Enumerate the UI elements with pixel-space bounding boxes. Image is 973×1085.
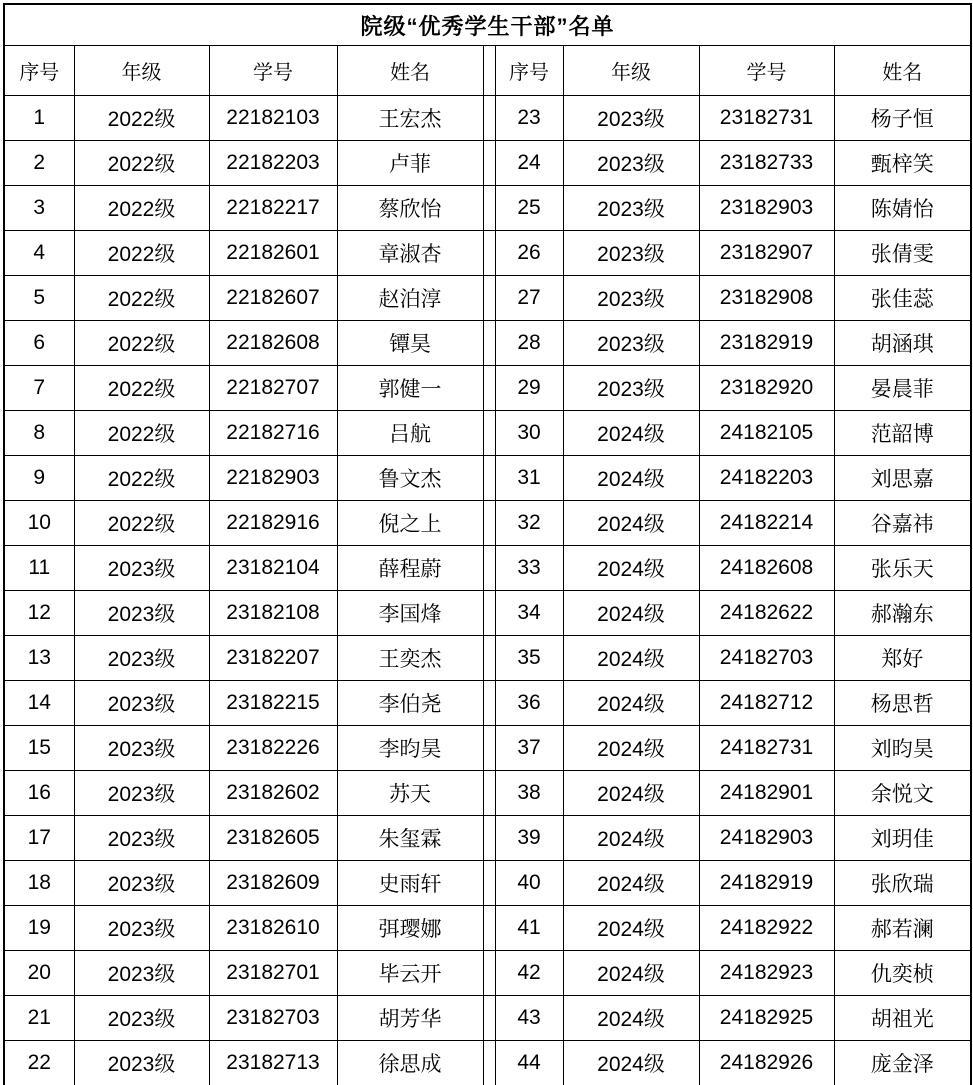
cell-no: 8 — [4, 411, 74, 456]
divider-column — [483, 681, 495, 726]
cell-name: 刘思嘉 — [834, 456, 971, 501]
table-row — [4, 591, 971, 636]
cell-grade: 2023级 — [74, 591, 209, 636]
cell-grade: 2024级 — [563, 996, 699, 1041]
cell-name: 王奕杰 — [337, 636, 483, 681]
cell-grade: 2023级 — [563, 366, 699, 411]
cell-no: 22 — [4, 1041, 74, 1085]
cell-grade: 2023级 — [563, 186, 699, 231]
cell-no: 11 — [4, 546, 74, 591]
cell-student-id: 23182207 — [209, 636, 337, 681]
table-row — [4, 96, 971, 141]
cell-no: 24 — [495, 141, 563, 186]
cell-grade: 2023级 — [74, 906, 209, 951]
cell-no: 21 — [4, 996, 74, 1041]
student-roster-table — [3, 3, 972, 1085]
cell-name: 杨子恒 — [834, 96, 971, 141]
cell-student-id: 23182713 — [209, 1041, 337, 1085]
column-header-grade: 年级 — [74, 46, 209, 96]
cell-no: 6 — [4, 321, 74, 366]
divider-column — [483, 996, 495, 1041]
table-row — [4, 141, 971, 186]
cell-student-id: 24182703 — [699, 636, 834, 681]
cell-no: 17 — [4, 816, 74, 861]
divider-column — [483, 276, 495, 321]
cell-grade: 2024级 — [563, 726, 699, 771]
cell-grade: 2024级 — [563, 591, 699, 636]
table-row — [4, 501, 971, 546]
cell-student-id: 22182916 — [209, 501, 337, 546]
cell-name: 王宏杰 — [337, 96, 483, 141]
divider-column — [483, 141, 495, 186]
cell-no: 36 — [495, 681, 563, 726]
cell-grade: 2022级 — [74, 501, 209, 546]
cell-name: 郝瀚东 — [834, 591, 971, 636]
cell-no: 23 — [495, 96, 563, 141]
cell-student-id: 23182226 — [209, 726, 337, 771]
cell-name: 赵泊淳 — [337, 276, 483, 321]
cell-student-id: 23182920 — [699, 366, 834, 411]
cell-grade: 2022级 — [74, 231, 209, 276]
cell-student-id: 22182217 — [209, 186, 337, 231]
cell-student-id: 22182608 — [209, 321, 337, 366]
cell-name: 庞金泽 — [834, 1041, 971, 1085]
column-header-student-id: 学号 — [699, 46, 834, 96]
cell-name: 章淑杏 — [337, 231, 483, 276]
cell-name: 谷嘉祎 — [834, 501, 971, 546]
table-row — [4, 771, 971, 816]
cell-student-id: 23182908 — [699, 276, 834, 321]
divider-column — [483, 321, 495, 366]
column-header-name: 姓名 — [834, 46, 971, 96]
divider-column — [483, 861, 495, 906]
divider-column — [483, 951, 495, 996]
divider-column — [483, 456, 495, 501]
cell-student-id: 23182108 — [209, 591, 337, 636]
cell-student-id: 22182103 — [209, 96, 337, 141]
divider-column — [483, 46, 495, 96]
column-header-student-id: 学号 — [209, 46, 337, 96]
cell-student-id: 24182926 — [699, 1041, 834, 1085]
cell-grade: 2023级 — [74, 951, 209, 996]
divider-column — [483, 726, 495, 771]
cell-student-id: 23182602 — [209, 771, 337, 816]
cell-no: 27 — [495, 276, 563, 321]
cell-no: 18 — [4, 861, 74, 906]
cell-name: 甄梓笑 — [834, 141, 971, 186]
cell-no: 12 — [4, 591, 74, 636]
cell-grade: 2024级 — [563, 771, 699, 816]
cell-name: 史雨轩 — [337, 861, 483, 906]
cell-name: 毕云开 — [337, 951, 483, 996]
cell-no: 2 — [4, 141, 74, 186]
divider-column — [483, 1041, 495, 1085]
cell-student-id: 22182716 — [209, 411, 337, 456]
cell-grade: 2024级 — [563, 411, 699, 456]
cell-no: 25 — [495, 186, 563, 231]
cell-name: 薛程蔚 — [337, 546, 483, 591]
cell-name: 胡涵琪 — [834, 321, 971, 366]
cell-name: 蔡欣怡 — [337, 186, 483, 231]
cell-name: 胡祖光 — [834, 996, 971, 1041]
cell-no: 5 — [4, 276, 74, 321]
cell-student-id: 24182901 — [699, 771, 834, 816]
cell-no: 34 — [495, 591, 563, 636]
cell-no: 1 — [4, 96, 74, 141]
table-row — [4, 681, 971, 726]
cell-grade: 2024级 — [563, 501, 699, 546]
cell-name: 仇奕桢 — [834, 951, 971, 996]
cell-name: 余悦文 — [834, 771, 971, 816]
column-header-no: 序号 — [4, 46, 74, 96]
cell-name: 倪之上 — [337, 501, 483, 546]
cell-grade: 2024级 — [563, 456, 699, 501]
cell-grade: 2023级 — [74, 816, 209, 861]
cell-grade: 2023级 — [563, 141, 699, 186]
table-row — [4, 906, 971, 951]
cell-grade: 2022级 — [74, 96, 209, 141]
cell-name: 弭璎娜 — [337, 906, 483, 951]
cell-no: 39 — [495, 816, 563, 861]
table-row — [4, 411, 971, 456]
cell-name: 吕航 — [337, 411, 483, 456]
cell-no: 41 — [495, 906, 563, 951]
divider-column — [483, 186, 495, 231]
cell-grade: 2024级 — [563, 1041, 699, 1085]
cell-grade: 2022级 — [74, 411, 209, 456]
cell-student-id: 23182610 — [209, 906, 337, 951]
cell-name: 鲁文杰 — [337, 456, 483, 501]
cell-grade: 2023级 — [74, 996, 209, 1041]
cell-student-id: 23182907 — [699, 231, 834, 276]
cell-grade: 2023级 — [74, 1041, 209, 1085]
divider-column — [483, 636, 495, 681]
divider-column — [483, 906, 495, 951]
cell-name: 李国烽 — [337, 591, 483, 636]
cell-student-id: 24182919 — [699, 861, 834, 906]
cell-student-id: 22182601 — [209, 231, 337, 276]
column-header-grade: 年级 — [563, 46, 699, 96]
cell-no: 30 — [495, 411, 563, 456]
cell-student-id: 23182703 — [209, 996, 337, 1041]
cell-no: 37 — [495, 726, 563, 771]
cell-name: 陈婧怡 — [834, 186, 971, 231]
cell-grade: 2023级 — [74, 861, 209, 906]
cell-student-id: 23182731 — [699, 96, 834, 141]
cell-no: 44 — [495, 1041, 563, 1085]
cell-name: 张欣瑞 — [834, 861, 971, 906]
divider-column — [483, 231, 495, 276]
cell-student-id: 23182605 — [209, 816, 337, 861]
cell-grade: 2024级 — [563, 636, 699, 681]
cell-student-id: 24182923 — [699, 951, 834, 996]
cell-grade: 2023级 — [74, 546, 209, 591]
cell-no: 10 — [4, 501, 74, 546]
table-row — [4, 321, 971, 366]
cell-student-id: 23182104 — [209, 546, 337, 591]
cell-no: 31 — [495, 456, 563, 501]
cell-name: 李伯尧 — [337, 681, 483, 726]
cell-grade: 2024级 — [563, 816, 699, 861]
table-row — [4, 456, 971, 501]
table-row — [4, 276, 971, 321]
cell-student-id: 24182105 — [699, 411, 834, 456]
cell-grade: 2023级 — [563, 96, 699, 141]
cell-no: 3 — [4, 186, 74, 231]
cell-student-id: 24182903 — [699, 816, 834, 861]
cell-name: 晏晨菲 — [834, 366, 971, 411]
divider-column — [483, 366, 495, 411]
cell-grade: 2024级 — [563, 906, 699, 951]
table-row — [4, 546, 971, 591]
table-row — [4, 996, 971, 1041]
cell-name: 郭健一 — [337, 366, 483, 411]
cell-student-id: 23182701 — [209, 951, 337, 996]
cell-student-id: 22182607 — [209, 276, 337, 321]
cell-name: 苏天 — [337, 771, 483, 816]
cell-name: 刘玥佳 — [834, 816, 971, 861]
cell-name: 朱玺霖 — [337, 816, 483, 861]
cell-no: 4 — [4, 231, 74, 276]
cell-grade: 2023级 — [563, 276, 699, 321]
cell-student-id: 24182731 — [699, 726, 834, 771]
cell-student-id: 24182925 — [699, 996, 834, 1041]
roster-body — [4, 96, 971, 1085]
cell-name: 卢菲 — [337, 141, 483, 186]
cell-name: 郑好 — [834, 636, 971, 681]
cell-name: 胡芳华 — [337, 996, 483, 1041]
cell-no: 38 — [495, 771, 563, 816]
cell-student-id: 22182203 — [209, 141, 337, 186]
table-row — [4, 1041, 971, 1085]
cell-no: 14 — [4, 681, 74, 726]
cell-name: 郝若澜 — [834, 906, 971, 951]
cell-student-id: 23182733 — [699, 141, 834, 186]
cell-grade: 2022级 — [74, 186, 209, 231]
cell-name: 镡昊 — [337, 321, 483, 366]
cell-student-id: 24182203 — [699, 456, 834, 501]
cell-student-id: 24182214 — [699, 501, 834, 546]
cell-grade: 2022级 — [74, 141, 209, 186]
cell-no: 29 — [495, 366, 563, 411]
cell-grade: 2024级 — [563, 546, 699, 591]
cell-grade: 2022级 — [74, 456, 209, 501]
cell-student-id: 23182215 — [209, 681, 337, 726]
divider-column — [483, 96, 495, 141]
table-row — [4, 186, 971, 231]
table-row — [4, 366, 971, 411]
cell-grade: 2022级 — [74, 276, 209, 321]
cell-student-id: 24182608 — [699, 546, 834, 591]
divider-column — [483, 411, 495, 456]
cell-grade: 2024级 — [563, 681, 699, 726]
table-row — [4, 861, 971, 906]
cell-no: 42 — [495, 951, 563, 996]
cell-grade: 2024级 — [563, 951, 699, 996]
cell-grade: 2022级 — [74, 321, 209, 366]
cell-no: 33 — [495, 546, 563, 591]
cell-no: 35 — [495, 636, 563, 681]
cell-no: 43 — [495, 996, 563, 1041]
cell-student-id: 22182707 — [209, 366, 337, 411]
cell-grade: 2022级 — [74, 366, 209, 411]
cell-name: 张乐天 — [834, 546, 971, 591]
cell-grade: 2023级 — [74, 726, 209, 771]
cell-no: 40 — [495, 861, 563, 906]
cell-no: 26 — [495, 231, 563, 276]
cell-name: 徐思成 — [337, 1041, 483, 1085]
cell-student-id: 23182903 — [699, 186, 834, 231]
cell-no: 19 — [4, 906, 74, 951]
divider-column — [483, 546, 495, 591]
cell-grade: 2023级 — [563, 321, 699, 366]
cell-no: 28 — [495, 321, 563, 366]
cell-no: 13 — [4, 636, 74, 681]
cell-name: 李昀昊 — [337, 726, 483, 771]
divider-column — [483, 591, 495, 636]
cell-name: 范韶博 — [834, 411, 971, 456]
cell-no: 9 — [4, 456, 74, 501]
column-header-row — [4, 46, 971, 96]
divider-column — [483, 771, 495, 816]
title-row — [4, 4, 971, 46]
table-row — [4, 726, 971, 771]
cell-student-id: 22182903 — [209, 456, 337, 501]
column-header-name: 姓名 — [337, 46, 483, 96]
cell-grade: 2023级 — [74, 636, 209, 681]
cell-name: 杨思哲 — [834, 681, 971, 726]
table-row — [4, 636, 971, 681]
cell-student-id: 23182919 — [699, 321, 834, 366]
cell-no: 7 — [4, 366, 74, 411]
cell-grade: 2023级 — [74, 681, 209, 726]
cell-name: 张佳蕊 — [834, 276, 971, 321]
cell-student-id: 24182712 — [699, 681, 834, 726]
cell-student-id: 24182622 — [699, 591, 834, 636]
cell-grade: 2023级 — [74, 771, 209, 816]
divider-column — [483, 501, 495, 546]
cell-no: 15 — [4, 726, 74, 771]
table-row — [4, 231, 971, 276]
cell-no: 20 — [4, 951, 74, 996]
cell-student-id: 24182922 — [699, 906, 834, 951]
cell-student-id: 23182609 — [209, 861, 337, 906]
page-title: 院级“优秀学生干部”名单 — [4, 4, 971, 46]
cell-no: 32 — [495, 501, 563, 546]
cell-no: 16 — [4, 771, 74, 816]
divider-column — [483, 816, 495, 861]
cell-name: 张倩雯 — [834, 231, 971, 276]
cell-name: 刘昀昊 — [834, 726, 971, 771]
table-row — [4, 816, 971, 861]
cell-grade: 2023级 — [563, 231, 699, 276]
column-header-no: 序号 — [495, 46, 563, 96]
cell-grade: 2024级 — [563, 861, 699, 906]
table-row — [4, 951, 971, 996]
